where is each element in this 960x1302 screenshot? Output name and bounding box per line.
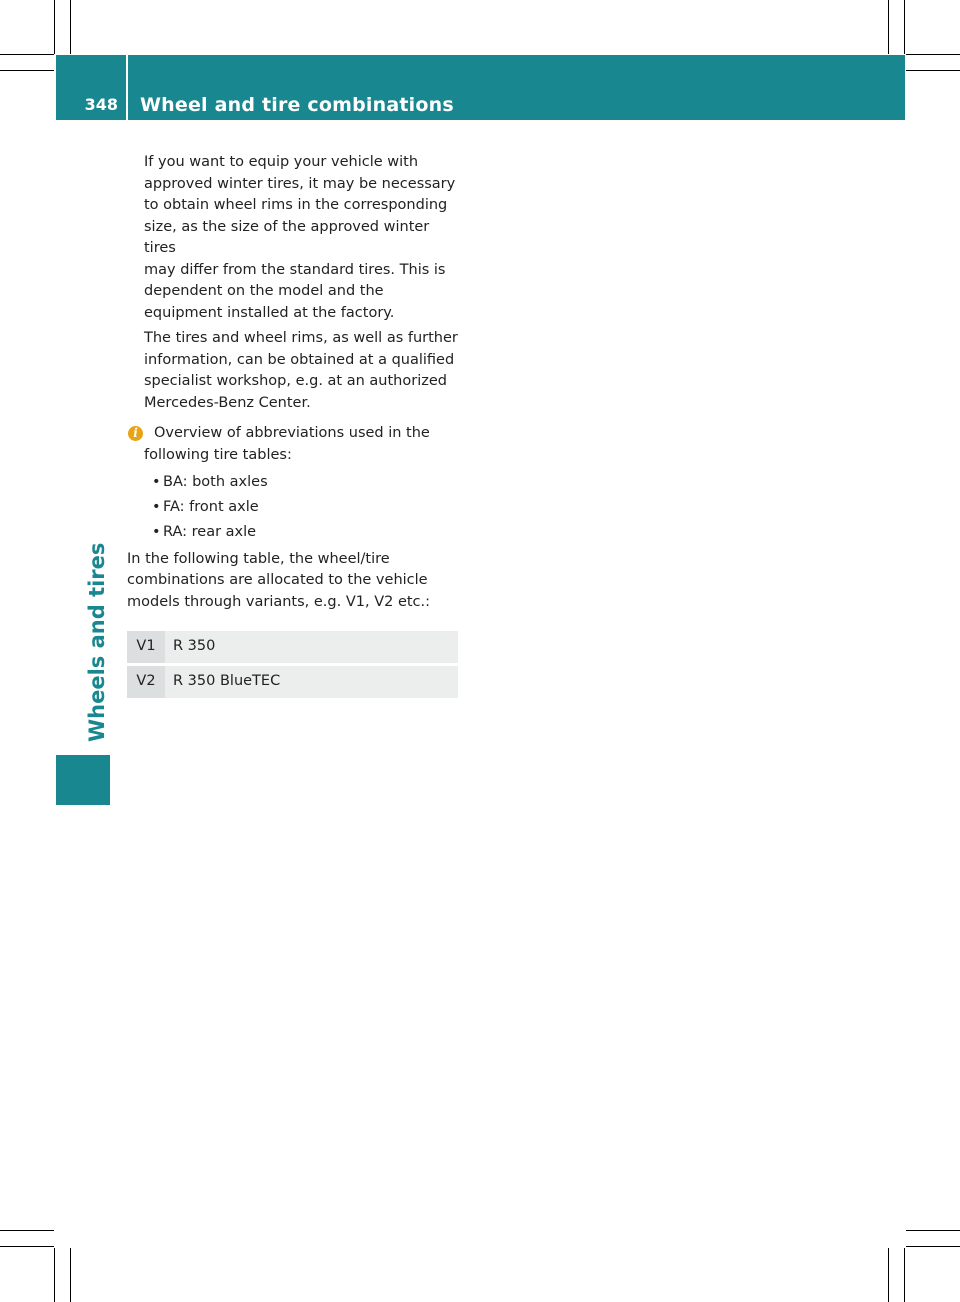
text-line: equipment installed at the factory. bbox=[144, 304, 395, 321]
bullet-icon: • bbox=[152, 499, 161, 515]
variant-code: V1 bbox=[127, 631, 165, 663]
bullet-icon: • bbox=[152, 474, 161, 490]
text-line: specialist workshop, e.g. at an authorized bbox=[144, 373, 447, 389]
crop-mark bbox=[906, 1230, 960, 1231]
info-note bbox=[127, 423, 462, 466]
text-line: size, as the size of the approved winter tires bbox=[144, 218, 430, 256]
text-line: dependent on the model and the bbox=[144, 283, 384, 299]
crop-mark bbox=[70, 1248, 71, 1302]
text-line: to obtain wheel rims in the corresponding bbox=[144, 197, 448, 213]
crop-mark bbox=[904, 0, 905, 54]
crop-mark bbox=[888, 0, 889, 54]
list-item bbox=[154, 472, 462, 494]
list-item-text: BA: both axles bbox=[163, 474, 268, 490]
crop-mark bbox=[0, 1246, 54, 1247]
text-line: information, can be obtained at a qualified bbox=[144, 351, 455, 368]
side-tab-label: Wheels and tires bbox=[85, 542, 109, 742]
crop-mark bbox=[54, 1248, 55, 1302]
table-row bbox=[127, 666, 458, 698]
text-line: approved winter tires, it may be necessary bbox=[144, 175, 456, 192]
paragraph-table-intro bbox=[127, 549, 462, 614]
text-line: If you want to equip your vehicle with bbox=[144, 154, 419, 170]
paragraph-winter-tires bbox=[127, 152, 462, 324]
variant-model: R 350 bbox=[165, 631, 458, 663]
variant-model: R 350 BlueTEC bbox=[165, 666, 458, 698]
text-line: may differ from the standard tires. This is bbox=[144, 261, 446, 278]
variant-code: V2 bbox=[127, 666, 165, 698]
text-line: In the following table, the wheel/tire bbox=[127, 550, 390, 567]
crop-mark bbox=[888, 1248, 889, 1302]
main-content bbox=[127, 152, 462, 701]
crop-mark bbox=[906, 70, 960, 71]
crop-mark bbox=[0, 70, 54, 71]
page-number: 348 bbox=[84, 95, 118, 114]
crop-mark bbox=[906, 54, 960, 55]
paragraph-workshop bbox=[127, 328, 462, 414]
list-item bbox=[154, 522, 462, 544]
text-line: Mercedes-Benz Center. bbox=[144, 394, 311, 411]
text-line: The tires and wheel rims, as well as further bbox=[144, 330, 458, 346]
crop-mark bbox=[70, 0, 71, 54]
bullet-icon: • bbox=[152, 524, 161, 540]
crop-mark bbox=[54, 0, 55, 54]
text-line: following tire tables: bbox=[144, 446, 292, 463]
crop-mark bbox=[0, 1230, 54, 1231]
crop-mark bbox=[0, 54, 54, 55]
list-item-text: RA: rear axle bbox=[163, 524, 257, 540]
list-item bbox=[154, 497, 462, 519]
abbreviation-list bbox=[127, 472, 462, 544]
text-line: Overview of abbreviations used in the bbox=[154, 425, 430, 441]
crop-mark bbox=[904, 1248, 905, 1302]
table-row bbox=[127, 631, 458, 663]
page-title: Wheel and tire combinations bbox=[140, 94, 454, 116]
list-item-text: FA: front axle bbox=[163, 499, 259, 515]
info-icon: i bbox=[128, 426, 143, 441]
text-line: models through variants, e.g. V1, V2 etc.: bbox=[127, 593, 431, 610]
variants-table bbox=[127, 628, 458, 701]
text-line: combinations are allocated to the vehicle bbox=[127, 572, 428, 588]
crop-mark bbox=[906, 1246, 960, 1247]
